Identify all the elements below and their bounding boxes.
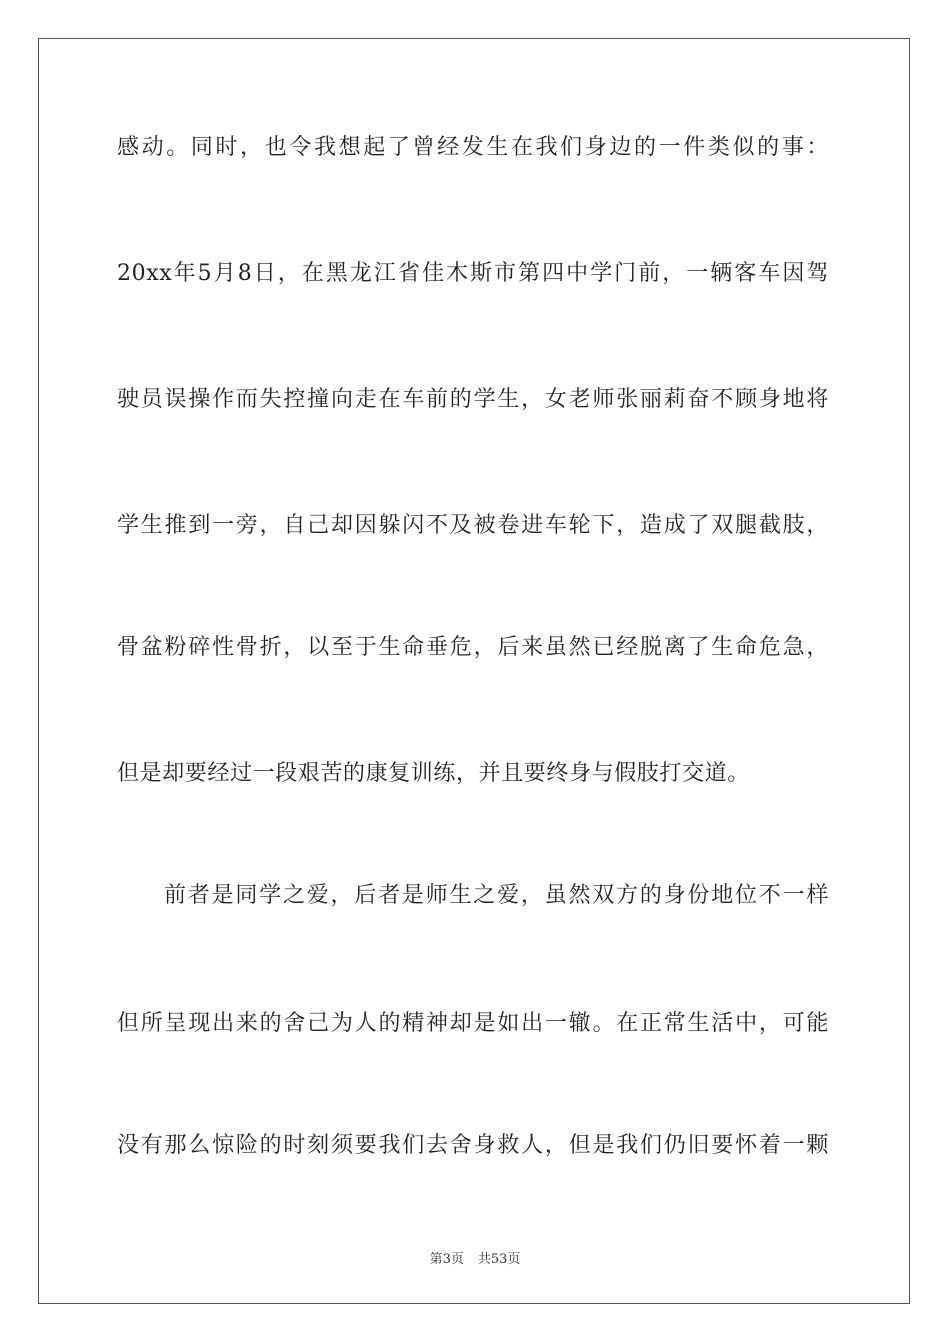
- page-number: 第3页: [429, 1252, 464, 1267]
- body-line-6: 但是却要经过一段艰苦的康复训练，并且要终身与假肢打交道。: [117, 761, 750, 786]
- body-line-5: 骨盆粉碎性骨折，以至于生命垂危，后来虽然已经脱离了生命危急，: [117, 635, 829, 660]
- page-border: [38, 38, 910, 1304]
- body-line-3: 驶员误操作而失控撞向走在车前的学生，女老师张丽莉奋不顾身地将: [117, 387, 829, 412]
- body-line-7-paragraph-start: 前者是同学之爱，后者是师生之爱，虽然双方的身份地位不一样: [164, 883, 829, 908]
- page-footer: [0, 1248, 950, 1267]
- page-total: 共53页: [477, 1252, 521, 1267]
- body-line-4: 学生推到一旁，自己却因躲闪不及被卷进车轮下，造成了双腿截肢，: [117, 513, 829, 538]
- body-line-8: 但所呈现出来的舍己为人的精神却是如出一辙。在正常生活中，可能: [117, 1011, 829, 1036]
- body-line-9: 没有那么惊险的时刻须要我们去舍身救人，但是我们仍旧要怀着一颗: [117, 1133, 829, 1158]
- body-line-2: 20xx年5月8日，在黑龙江省佳木斯市第四中学门前，一辆客车因驾: [117, 261, 829, 286]
- body-line-1: 感动。同时，也令我想起了曾经发生在我们身边的一件类似的事：: [117, 135, 829, 160]
